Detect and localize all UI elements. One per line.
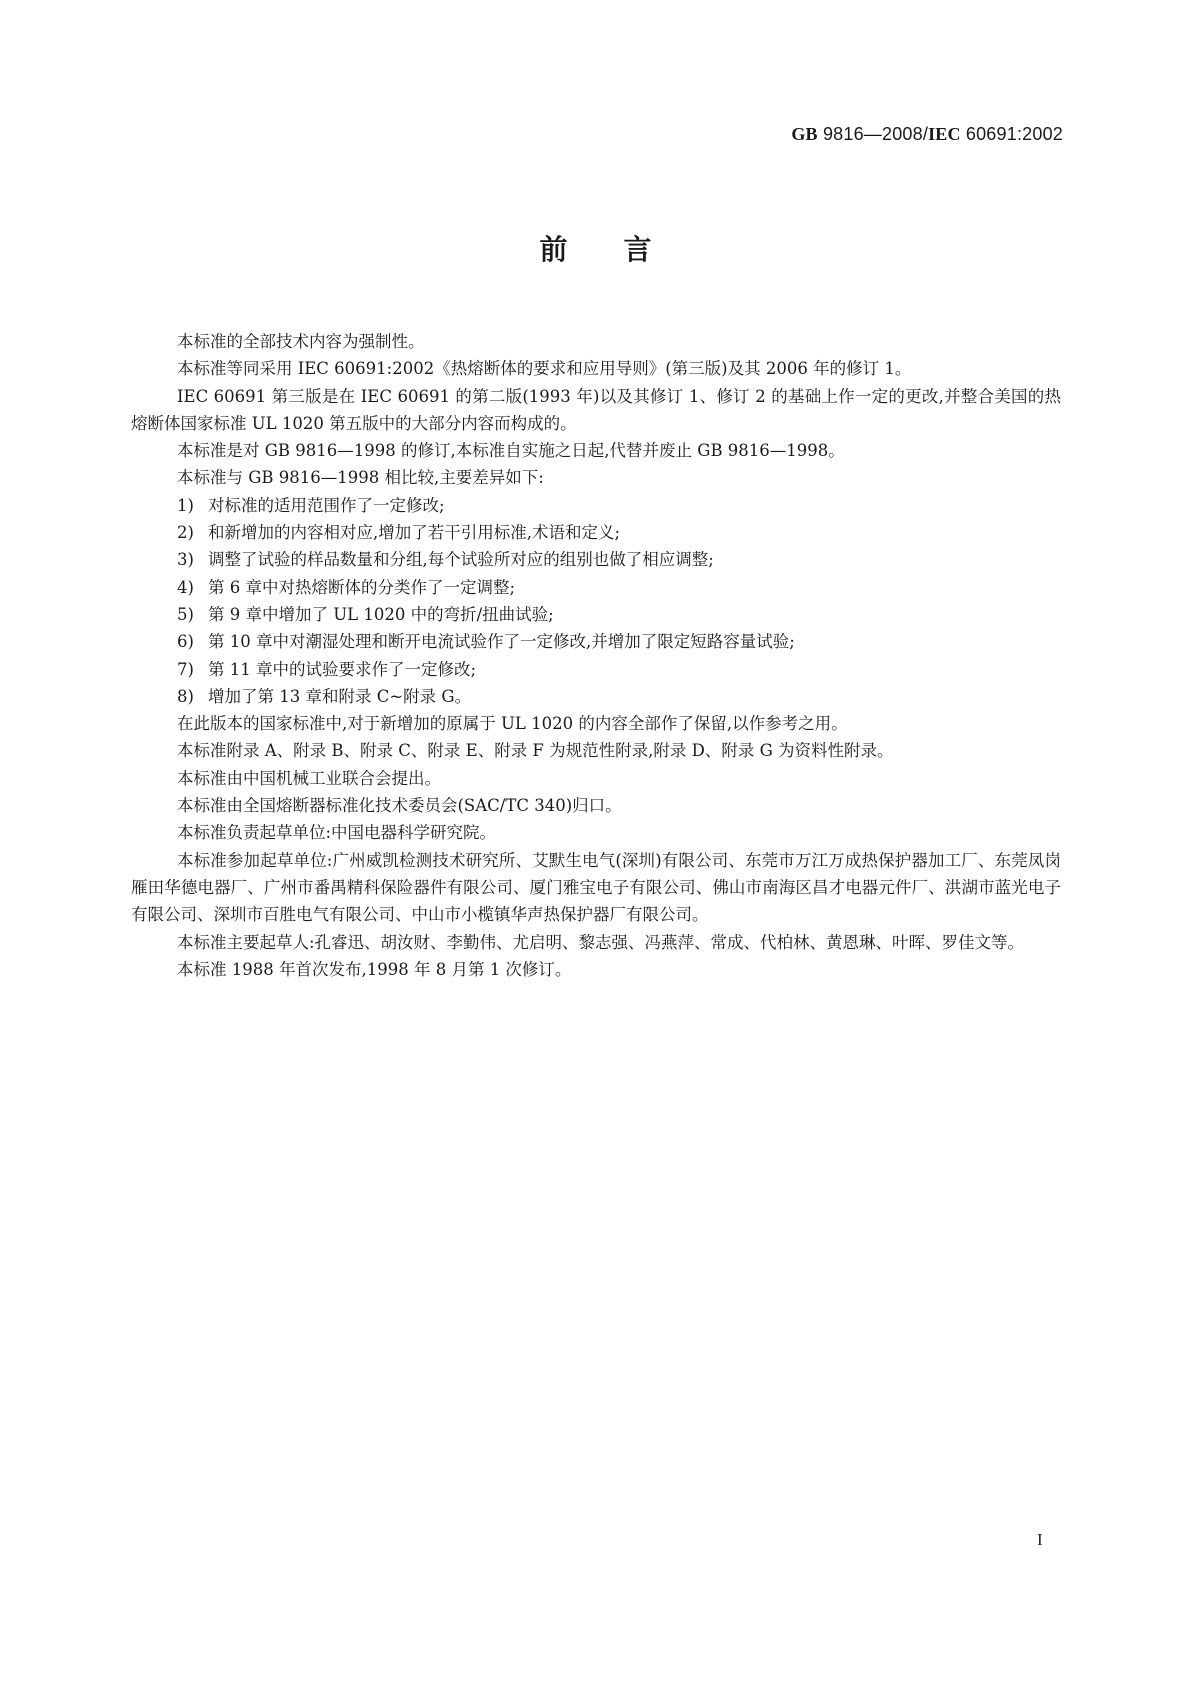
paragraph: IEC 60691 第三版是在 IEC 60691 的第二版(1993 年)以及其修订 1、修订 2 的基础上作一定的更改,并整合美国的热熔断体国家标准 UL 1020 第五版中的大部分内容而构成的。: [131, 386, 1061, 433]
paragraph: 在此版本的国家标准中,对于新增加的原属于 UL 1020 的内容全部作了保留,以作参考之用。: [177, 714, 848, 734]
paragraph: 本标准的全部技术内容为强制性。: [177, 332, 425, 351]
paragraph: 本标准由中国机械工业联合会提出。: [177, 768, 441, 788]
item-text: 第 9 章中增加了 UL 1020 中的弯折/扭曲试验;: [208, 604, 554, 624]
item-text: 第 10 章中对潮湿处理和断开电流试验作了一定修改,并增加了限定短路容量试验;: [208, 632, 795, 652]
item-number: 8): [177, 686, 194, 706]
difference-item: [131, 628, 1061, 655]
difference-item: [131, 574, 1061, 601]
paragraph: 本标准 1988 年首次发布,1998 年 8 月第 1 次修订。: [177, 959, 572, 979]
iec-code: 60691:2002: [960, 124, 1063, 144]
difference-item: [131, 683, 1061, 710]
paragraph: 本标准主要起草人:孔睿迅、胡汝财、李勤伟、尤启明、黎志强、冯燕萍、常成、代柏林、黄恩琳、叶晖、罗佳文等。: [177, 932, 1025, 952]
paragraph: 本标准与 GB 9816—1998 相比较,主要差异如下:: [177, 468, 544, 488]
paragraph: 本标准负责起草单位:中国电器科学研究院。: [177, 823, 497, 843]
item-number: 3): [177, 550, 194, 570]
gb-prefix: GB: [791, 124, 818, 144]
item-number: 7): [177, 659, 194, 679]
paragraph: 本标准参加起草单位:广州威凯检测技术研究所、艾默生电气(深圳)有限公司、东莞市万江万成热保护器加工厂、东莞凤岗雁田华德电器厂、广州市番禺精科保险器件有限公司、厦门雅宝电子有限公司、佛山市南海区昌才电器元件厂、洪湖市蓝光电子有限公司、深圳市百胜电气有限公司、中山市小榄镇华声热保护器厂有限公司。: [131, 850, 1061, 925]
item-text: 对标准的适用范围作了一定修改;: [208, 495, 445, 515]
paragraph: 本标准附录 A、附录 B、附录 C、附录 E、附录 F 为规范性附录,附录 D、附录 G 为资料性附录。: [177, 741, 894, 761]
standard-number-header: [791, 124, 1063, 145]
difference-item: [131, 492, 1061, 519]
item-number: 4): [177, 577, 194, 597]
difference-item: [131, 601, 1061, 628]
page-title: 前言: [539, 233, 708, 266]
item-number: 6): [177, 632, 194, 652]
difference-item: [131, 546, 1061, 573]
iec-prefix: IEC: [928, 124, 961, 144]
gb-code: 9816—2008/: [817, 124, 929, 144]
item-text: 和新增加的内容相对应,增加了若干引用标准,术语和定义;: [208, 523, 621, 543]
item-number: 5): [177, 604, 194, 624]
page-number: I: [1037, 1530, 1043, 1549]
paragraph: 本标准是对 GB 9816—1998 的修订,本标准自实施之日起,代替并废止 GB 9816—1998。: [177, 441, 845, 461]
item-text: 增加了第 13 章和附录 C~附录 G。: [208, 686, 472, 706]
paragraph: 本标准等同采用 IEC 60691:2002《热熔断体的要求和应用导则》(第三版)及其 2006 年的修订 1。: [177, 359, 912, 379]
difference-item: [131, 519, 1061, 546]
paragraph: 本标准由全国熔断器标准化技术委员会(SAC/TC 340)归口。: [177, 796, 622, 816]
item-text: 第 6 章中对热熔断体的分类作了一定调整;: [208, 577, 516, 597]
difference-item: [131, 656, 1061, 683]
foreword-body: [131, 328, 1061, 983]
item-text: 调整了试验的样品数量和分组,每个试验所对应的组别也做了相应调整;: [208, 550, 714, 570]
item-number: 2): [177, 523, 194, 543]
item-number: 1): [177, 495, 194, 515]
item-text: 第 11 章中的试验要求作了一定修改;: [208, 659, 477, 679]
